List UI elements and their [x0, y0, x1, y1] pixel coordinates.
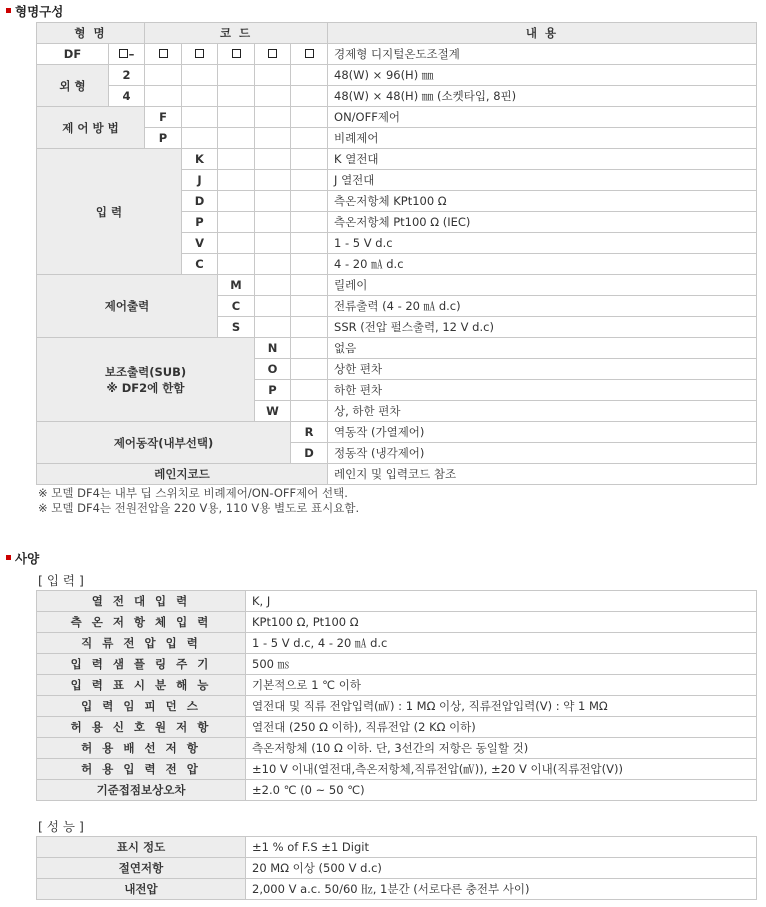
table-row: W 상, 하한 편차: [37, 401, 757, 422]
note-line: ※ 모델 DF4는 전원전압을 220 V용, 110 V용 별도로 표시요함.: [38, 501, 360, 515]
df-model-cell: DF: [37, 44, 109, 65]
df-description: 경제형 디지털온도조절계: [328, 44, 757, 65]
table-row: 외 형 2 48(W) × 96(H) ㎜: [37, 65, 757, 86]
table-row: [37, 44, 757, 65]
checkbox-square-icon: [305, 49, 314, 58]
input-label: 입 력: [37, 149, 182, 275]
checkbox-square-icon: [232, 49, 241, 58]
table-row: 제어동작(내부선택) R 역동작 (가열제어): [37, 422, 757, 443]
table-row: 열 전 대 입 력 K, J: [37, 591, 757, 612]
table-row: 입 력 K K 열전대: [37, 149, 757, 170]
red-square-bullet-icon: [6, 8, 11, 13]
section-title-spec: 사양: [6, 549, 39, 567]
performance-subsection-title: [ 성 능 ]: [38, 819, 84, 834]
table-row: C 4 - 20 ㎃ d.c: [37, 254, 757, 275]
table-row: D 정동작 (냉각제어): [37, 443, 757, 464]
table-row: 허 용 입 력 전 압 ±10 V 이내(열전대,측온저항체,직류전압(㎷)), ±20 V 이내(직류전압(V)): [37, 759, 757, 780]
table-header-row: [37, 23, 757, 44]
header-content: 내 용: [328, 23, 757, 44]
table-row: O 상한 편차: [37, 359, 757, 380]
table-row: 측 온 저 항 체 입 력 KPt100 Ω, Pt100 Ω: [37, 612, 757, 633]
table-row: V 1 - 5 V d.c: [37, 233, 757, 254]
table-row: 제어출력 M 릴레이: [37, 275, 757, 296]
input-spec-table: [36, 590, 757, 801]
code-placeholder-1: –: [109, 44, 145, 65]
table-row: 직 류 전 압 입 력 1 - 5 V d.c, 4 - 20 ㎃ d.c: [37, 633, 757, 654]
table-row: 허 용 신 호 원 저 항 열전대 (250 Ω 이하), 직류전압 (2 KΩ 이하): [37, 717, 757, 738]
header-model: 형 명: [37, 23, 145, 44]
table-row: 입 력 샘 플 링 주 기 500 ㎳: [37, 654, 757, 675]
table-row: 레인지코드 레인지 및 입력코드 참조: [37, 464, 757, 485]
checkbox-square-icon: [195, 49, 204, 58]
table-row: S SSR (전압 펄스출력, 12 V d.c): [37, 317, 757, 338]
table-row: 입 력 표 시 분 해 능 기본적으로 1 ℃ 이하: [37, 675, 757, 696]
sub-output-label: 보조출력(SUB) ※ DF2에 한함: [37, 338, 255, 422]
table-row: P 측온저항체 Pt100 Ω (IEC): [37, 212, 757, 233]
control-method-label: 제 어 방 법: [37, 107, 145, 149]
control-action-label: 제어동작(내부선택): [37, 422, 291, 464]
checkbox-square-icon: [119, 49, 128, 58]
table-row: 내전압 2,000 V a.c. 50/60 ㎐, 1분간 (서로다른 충전부 사이): [37, 879, 757, 900]
checkbox-square-icon: [159, 49, 168, 58]
note-line: ※ 모델 DF4는 내부 딥 스위치로 비례제어/ON-OFF제어 선택.: [38, 486, 348, 500]
table-row: 허 용 배 선 저 항 측온저항체 (10 Ω 이하. 단, 3선간의 저항은 동일할 것): [37, 738, 757, 759]
table-row: P 하한 편차: [37, 380, 757, 401]
table-row: J J 열전대: [37, 170, 757, 191]
table-row: 입 력 임 피 던 스 열전대 및 직류 전압입력(㎷) : 1 MΩ 이상, 직류전압입력(V) : 약 1 MΩ: [37, 696, 757, 717]
table-row: 기준접점보상오차 ±2.0 ℃ (0 ~ 50 ℃): [37, 780, 757, 801]
model-code-table: [36, 22, 757, 485]
section-title-model: 형명구성: [6, 2, 63, 20]
outer-shape-label: 외 형: [37, 65, 109, 107]
table-row: C 전류출력 (4 - 20 ㎃ d.c): [37, 296, 757, 317]
table-row: 4 48(W) × 48(H) ㎜ (소켓타입, 8핀): [37, 86, 757, 107]
table-row: 보조출력(SUB) ※ DF2에 한함 N 없음: [37, 338, 757, 359]
performance-spec-table: [36, 836, 757, 900]
checkbox-square-icon: [268, 49, 277, 58]
table-row: D 측온저항체 KPt100 Ω: [37, 191, 757, 212]
table-row: 제 어 방 법 F ON/OFF제어: [37, 107, 757, 128]
range-code-label: 레인지코드: [37, 464, 328, 485]
table-row: 표시 정도 ±1 % of F.S ±1 Digit: [37, 837, 757, 858]
input-subsection-title: [ 입 력 ]: [38, 573, 84, 588]
model-notes: [38, 486, 359, 516]
control-output-label: 제어출력: [37, 275, 218, 338]
table-row: P 비례제어: [37, 128, 757, 149]
red-square-bullet-icon: [6, 555, 11, 560]
header-code: 코 드: [145, 23, 328, 44]
table-row: 절연저항 20 MΩ 이상 (500 V d.c): [37, 858, 757, 879]
